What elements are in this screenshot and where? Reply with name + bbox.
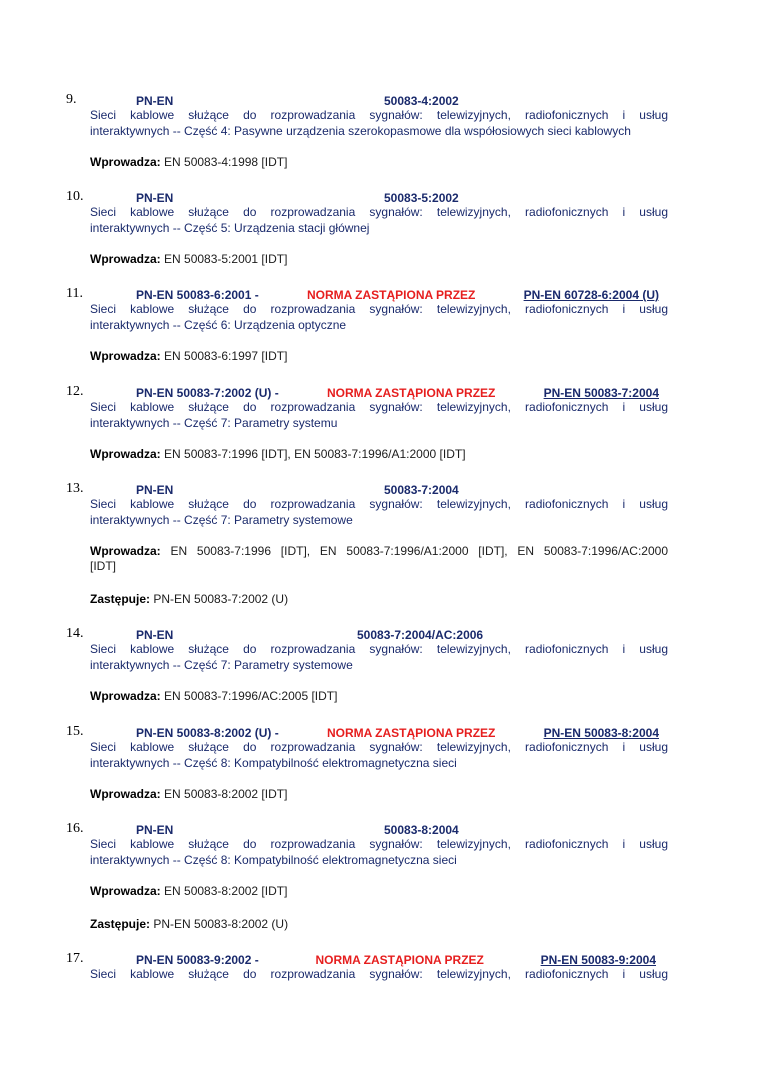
introduces-line	[90, 787, 668, 803]
introduces-label: Wprowadza:	[90, 544, 161, 558]
entry-number: 12.	[66, 384, 84, 399]
description-line: Sieci kablowe służące do rozprowadzania sygnałów: telewizyjnych, radiofonicznych i usług	[90, 642, 668, 656]
introduces-line	[90, 155, 668, 171]
description-line: Sieci kablowe służące do rozprowadzania sygnałów: telewizyjnych, radiofonicznych i usług	[90, 497, 668, 511]
entry-header	[136, 725, 659, 741]
replaced-notice: NORMA ZASTĄPIONA PRZEZ	[306, 288, 476, 302]
entry-description	[90, 205, 668, 236]
replaces-line	[90, 917, 668, 933]
entry-header	[136, 190, 659, 206]
entry-header	[136, 482, 659, 498]
entry-header	[136, 627, 659, 643]
replaced-notice: NORMA ZASTĄPIONA PRZEZ	[326, 386, 496, 400]
replaces-line	[90, 592, 668, 608]
standard-prefix: PN-EN	[136, 94, 174, 108]
introduces-value: EN 50083-8:2002 [IDT]	[164, 787, 288, 801]
entry-description	[90, 497, 668, 528]
description-line: Sieci kablowe służące do rozprowadzania sygnałów: telewizyjnych, radiofonicznych i usług	[90, 108, 668, 122]
introduces-label: Wprowadza:	[90, 787, 161, 801]
description-line: interaktywnych -- Część 7: Parametry systemowe	[90, 512, 353, 527]
description-line: Sieci kablowe służące do rozprowadzania sygnałów: telewizyjnych, radiofonicznych i usług	[90, 400, 668, 414]
standard-code: 50083-7:2004	[384, 483, 459, 497]
entry-number: 9.	[66, 92, 77, 107]
entry-description	[90, 400, 668, 431]
standard-code: PN-EN 50083-8:2002 (U) -	[136, 726, 279, 740]
entry-number: 15.	[66, 724, 84, 739]
replaces-label: Zastępuje:	[90, 917, 151, 931]
introduces-line	[90, 544, 668, 560]
replaced-notice: NORMA ZASTĄPIONA PRZEZ	[315, 953, 484, 967]
introduces-line	[90, 689, 668, 705]
description-line: interaktywnych -- Część 8: Kompatybilność elektromagnetyczna sieci	[90, 852, 457, 867]
standard-code: 50083-4:2002	[384, 94, 459, 108]
description-line: interaktywnych -- Część 8: Kompatybilność elektromagnetyczna sieci	[90, 755, 457, 770]
description-line: Sieci kablowe służące do rozprowadzania sygnałów: telewizyjnych, radiofonicznych i usług	[90, 967, 668, 981]
description-line: interaktywnych -- Część 6: Urządzenia optyczne	[90, 317, 347, 332]
standard-code: PN-EN 50083-6:2001 -	[136, 288, 259, 302]
introduces-line	[90, 349, 668, 365]
introduces-label: Wprowadza:	[90, 884, 161, 898]
standard-code: 50083-7:2004/AC:2006	[357, 628, 484, 642]
description-line: interaktywnych -- Część 5: Urządzenia stacji głównej	[90, 220, 370, 235]
replaces-value: PN-EN 50083-8:2002 (U)	[153, 917, 289, 931]
entry-description	[90, 302, 668, 333]
introduces-label: Wprowadza:	[90, 252, 161, 266]
entry-description	[90, 967, 668, 983]
replacement-standard-link[interactable]: PN-EN 60728-6:2004 (U)	[523, 288, 659, 302]
replaces-value: PN-EN 50083-7:2002 (U)	[153, 592, 289, 606]
standard-code: PN-EN 50083-9:2002 -	[136, 953, 259, 967]
description-line: interaktywnych -- Część 4: Pasywne urządzenia szerokopasmowe dla współosiowych sieci kablowych	[90, 123, 631, 138]
entry-number: 10.	[66, 189, 84, 204]
replaced-notice: NORMA ZASTĄPIONA PRZEZ	[326, 726, 496, 740]
description-line: interaktywnych -- Część 7: Parametry systemu	[90, 415, 338, 430]
introduces-line	[90, 884, 668, 900]
introduces-line	[90, 252, 668, 268]
entry-header	[136, 287, 659, 303]
description-line: Sieci kablowe służące do rozprowadzania sygnałów: telewizyjnych, radiofonicznych i usług	[90, 837, 668, 851]
standard-code: 50083-8:2004	[384, 823, 459, 837]
standard-prefix: PN-EN	[136, 628, 174, 642]
introduces-value: EN 50083-7:1996 [IDT], EN 50083-7:1996/A1:2000 [IDT], EN 50083-7:1996/AC:2000	[170, 544, 668, 558]
introduces-line	[90, 447, 668, 463]
introduces-value: EN 50083-5:2001 [IDT]	[164, 252, 288, 266]
introduces-label: Wprowadza:	[90, 447, 161, 461]
replacement-standard-link[interactable]: PN-EN 50083-7:2004	[543, 386, 659, 400]
introduces-label: Wprowadza:	[90, 689, 161, 703]
standard-prefix: PN-EN	[136, 483, 174, 497]
standard-prefix: PN-EN	[136, 191, 174, 205]
description-line: interaktywnych -- Część 7: Parametry systemowe	[90, 657, 353, 672]
entry-header	[136, 952, 656, 968]
introduces-label: Wprowadza:	[90, 349, 161, 363]
introduces-value: EN 50083-7:1996 [IDT], EN 50083-7:1996/A1:2000 [IDT]	[164, 447, 466, 461]
introduces-label: Wprowadza:	[90, 155, 161, 169]
standard-code: 50083-5:2002	[384, 191, 459, 205]
entry-description	[90, 108, 668, 139]
introduces-value: EN 50083-8:2002 [IDT]	[164, 884, 288, 898]
entry-description	[90, 740, 668, 771]
introduces-value: [IDT]	[90, 559, 116, 573]
entry-header	[136, 93, 659, 109]
entry-number: 14.	[66, 626, 84, 641]
entry-number: 16.	[66, 821, 84, 836]
replacement-standard-link[interactable]: PN-EN 50083-8:2004	[543, 726, 659, 740]
entry-number: 13.	[66, 481, 84, 496]
description-line: Sieci kablowe służące do rozprowadzania sygnałów: telewizyjnych, radiofonicznych i usług	[90, 740, 668, 754]
entry-description	[90, 837, 668, 868]
description-line: Sieci kablowe służące do rozprowadzania sygnałów: telewizyjnych, radiofonicznych i usług	[90, 302, 668, 316]
entry-header	[136, 385, 659, 401]
entry-description	[90, 642, 668, 673]
replaces-label: Zastępuje:	[90, 592, 151, 606]
introduces-value: EN 50083-4:1998 [IDT]	[164, 155, 288, 169]
introduces-line-cont	[90, 559, 668, 575]
description-line: Sieci kablowe służące do rozprowadzania sygnałów: telewizyjnych, radiofonicznych i usług	[90, 205, 668, 219]
replacement-standard-link[interactable]: PN-EN 50083-9:2004	[540, 953, 656, 967]
entry-number: 11.	[66, 286, 83, 301]
introduces-value: EN 50083-7:1996/AC:2005 [IDT]	[164, 689, 338, 703]
standard-code: PN-EN 50083-7:2002 (U) -	[136, 386, 279, 400]
entry-number: 17.	[66, 951, 84, 966]
introduces-value: EN 50083-6:1997 [IDT]	[164, 349, 288, 363]
standard-prefix: PN-EN	[136, 823, 174, 837]
entry-header	[136, 822, 659, 838]
